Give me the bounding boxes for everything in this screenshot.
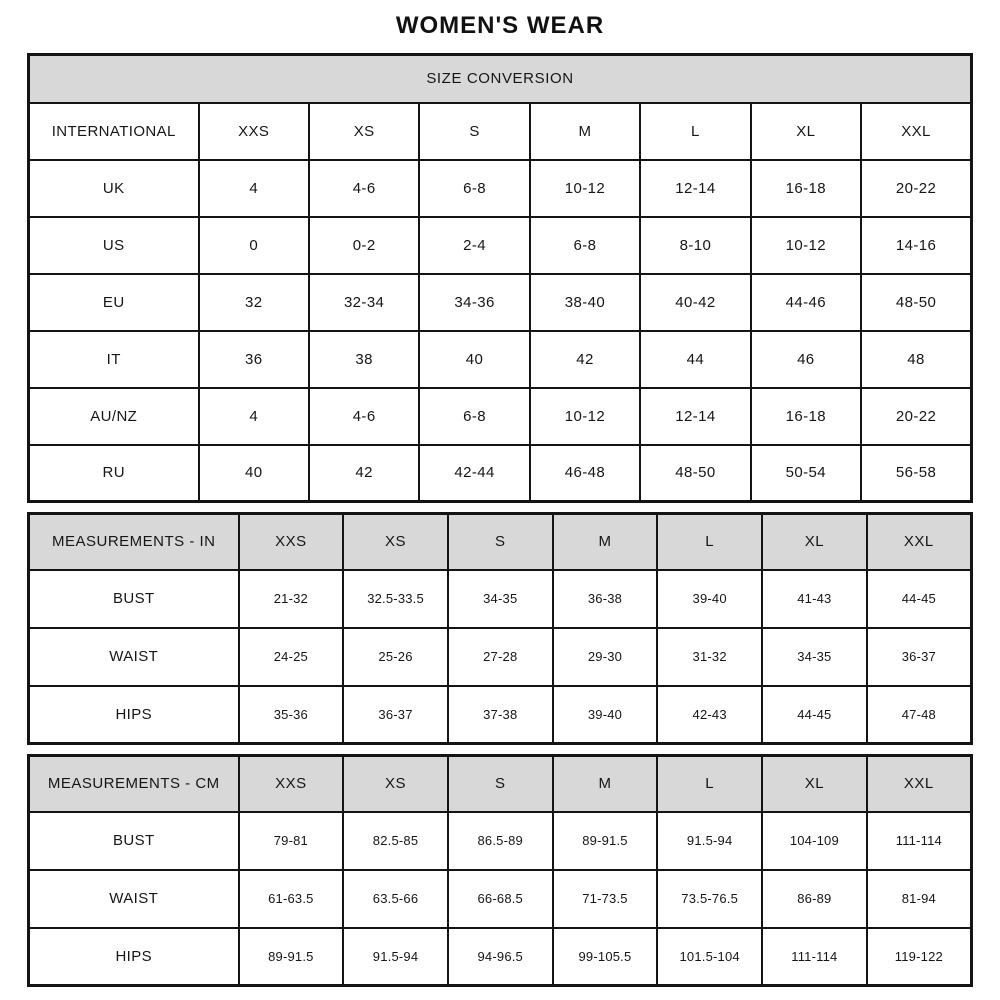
table-gap [27,745,973,754]
value-cell: 61-63.5 [239,870,344,928]
column-header-cell: XS [309,103,419,160]
table-row [29,274,972,331]
column-header-cell: INTERNATIONAL [29,103,199,160]
value-cell: 29-30 [553,628,658,686]
value-cell: 0-2 [309,217,419,274]
value-cell: 27-28 [448,628,553,686]
value-cell: 48 [861,331,971,388]
column-header-cell: XXL [867,756,972,812]
value-cell: 20-22 [861,388,971,445]
value-cell: 36-37 [867,628,972,686]
value-cell: 32.5-33.5 [343,570,448,628]
value-cell: 44-46 [751,274,861,331]
value-cell: 48-50 [640,445,750,502]
value-cell: 101.5-104 [657,928,762,986]
value-cell: 42 [309,445,419,502]
value-cell: 16-18 [751,388,861,445]
measurements-in-table [27,512,973,745]
column-header-cell: S [448,756,553,812]
value-cell: 40 [199,445,309,502]
value-cell: 4 [199,160,309,217]
table-row [29,445,972,502]
value-cell: 6-8 [419,160,529,217]
value-cell: 91.5-94 [343,928,448,986]
value-cell: 10-12 [530,160,640,217]
value-cell: 4-6 [309,388,419,445]
column-header-cell: XXL [861,103,971,160]
column-header-cell: M [530,103,640,160]
table-row [29,686,972,744]
value-cell: 46-48 [530,445,640,502]
value-cell: 34-35 [448,570,553,628]
value-cell: 81-94 [867,870,972,928]
measurements-cm-table [27,754,973,987]
value-cell: 36-37 [343,686,448,744]
value-cell: 20-22 [861,160,971,217]
column-header-cell: XL [751,103,861,160]
value-cell: 10-12 [751,217,861,274]
column-header-cell: S [448,514,553,570]
value-cell: 111-114 [867,812,972,870]
value-cell: 39-40 [657,570,762,628]
measurements-in-title: MEASUREMENTS - IN [29,514,239,570]
size-conversion-banner-row [29,55,972,103]
value-cell: 25-26 [343,628,448,686]
table-row [29,388,972,445]
row-label-cell: EU [29,274,199,331]
value-cell: 71-73.5 [553,870,658,928]
table-row [29,928,972,986]
value-cell: 91.5-94 [657,812,762,870]
value-cell: 44 [640,331,750,388]
value-cell: 36-38 [553,570,658,628]
table-row [29,570,972,628]
value-cell: 2-4 [419,217,529,274]
value-cell: 73.5-76.5 [657,870,762,928]
row-label-cell: RU [29,445,199,502]
row-label-cell: WAIST [29,628,239,686]
value-cell: 111-114 [762,928,867,986]
value-cell: 42-44 [419,445,529,502]
value-cell: 42-43 [657,686,762,744]
column-header-cell: XL [762,756,867,812]
value-cell: 12-14 [640,160,750,217]
column-header-row [29,514,972,570]
value-cell: 66-68.5 [448,870,553,928]
value-cell: 34-35 [762,628,867,686]
size-conversion-table [27,53,973,503]
column-header-cell: XS [343,514,448,570]
value-cell: 21-32 [239,570,344,628]
size-conversion-title: SIZE CONVERSION [29,55,972,103]
value-cell: 46 [751,331,861,388]
value-cell: 8-10 [640,217,750,274]
column-header-cell: S [419,103,529,160]
column-header-cell: XXL [867,514,972,570]
measurements-cm-title: MEASUREMENTS - CM [29,756,239,812]
value-cell: 44-45 [867,570,972,628]
column-header-row [29,103,972,160]
value-cell: 6-8 [530,217,640,274]
value-cell: 34-36 [419,274,529,331]
value-cell: 36 [199,331,309,388]
column-header-cell: L [640,103,750,160]
value-cell: 94-96.5 [448,928,553,986]
value-cell: 63.5-66 [343,870,448,928]
value-cell: 37-38 [448,686,553,744]
value-cell: 4 [199,388,309,445]
value-cell: 79-81 [239,812,344,870]
column-header-cell: XXS [239,514,344,570]
value-cell: 16-18 [751,160,861,217]
table-row [29,628,972,686]
table-row [29,217,972,274]
value-cell: 89-91.5 [239,928,344,986]
column-header-cell: M [553,514,658,570]
value-cell: 40-42 [640,274,750,331]
value-cell: 38-40 [530,274,640,331]
column-header-cell: M [553,756,658,812]
row-label-cell: IT [29,331,199,388]
column-header-cell: L [657,514,762,570]
value-cell: 56-58 [861,445,971,502]
row-label-cell: AU/NZ [29,388,199,445]
value-cell: 14-16 [861,217,971,274]
row-label-cell: BUST [29,812,239,870]
column-header-row [29,756,972,812]
value-cell: 48-50 [861,274,971,331]
table-row [29,870,972,928]
value-cell: 47-48 [867,686,972,744]
column-header-cell: XS [343,756,448,812]
value-cell: 10-12 [530,388,640,445]
value-cell: 0 [199,217,309,274]
value-cell: 89-91.5 [553,812,658,870]
value-cell: 24-25 [239,628,344,686]
value-cell: 44-45 [762,686,867,744]
table-row [29,331,972,388]
row-label-cell: WAIST [29,870,239,928]
value-cell: 42 [530,331,640,388]
column-header-cell: XL [762,514,867,570]
value-cell: 99-105.5 [553,928,658,986]
value-cell: 41-43 [762,570,867,628]
value-cell: 104-109 [762,812,867,870]
value-cell: 31-32 [657,628,762,686]
value-cell: 35-36 [239,686,344,744]
row-label-cell: HIPS [29,928,239,986]
value-cell: 32-34 [309,274,419,331]
value-cell: 32 [199,274,309,331]
value-cell: 50-54 [751,445,861,502]
value-cell: 119-122 [867,928,972,986]
value-cell: 4-6 [309,160,419,217]
value-cell: 86-89 [762,870,867,928]
page-title: WOMEN'S WEAR [395,12,605,39]
column-header-cell: XXS [199,103,309,160]
row-label-cell: UK [29,160,199,217]
table-row [29,160,972,217]
table-row [29,812,972,870]
table-gap [27,503,973,512]
value-cell: 6-8 [419,388,529,445]
value-cell: 12-14 [640,388,750,445]
row-label-cell: US [29,217,199,274]
row-label-cell: HIPS [29,686,239,744]
value-cell: 38 [309,331,419,388]
value-cell: 39-40 [553,686,658,744]
row-label-cell: BUST [29,570,239,628]
column-header-cell: XXS [239,756,344,812]
column-header-cell: L [657,756,762,812]
value-cell: 86.5-89 [448,812,553,870]
value-cell: 82.5-85 [343,812,448,870]
value-cell: 40 [419,331,529,388]
